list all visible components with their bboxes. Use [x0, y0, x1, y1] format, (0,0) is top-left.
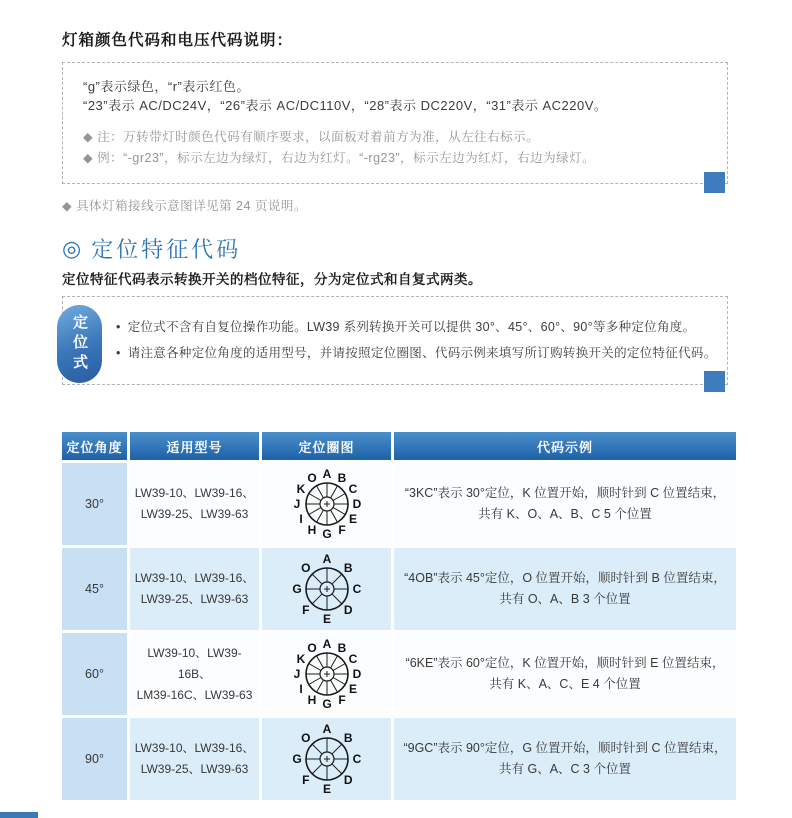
note-line: ◆ 注：万转带灯时颜色代码有顺序要求，以面板对着前方为准，从左往右标示。 — [83, 130, 540, 144]
svg-text:I: I — [298, 512, 303, 526]
svg-text:A: A — [322, 552, 331, 566]
positioning-dial-diagram — [263, 464, 390, 544]
svg-text:J: J — [293, 667, 300, 681]
svg-text:F: F — [337, 522, 346, 537]
section-title: 定位特征代码 — [91, 237, 242, 262]
svg-text:I: I — [298, 682, 303, 696]
header-example: 代码示例 — [394, 432, 736, 460]
svg-text:J: J — [293, 497, 300, 511]
svg-text:E: E — [322, 782, 331, 796]
table-row — [62, 718, 736, 800]
models-line: LW39-10、LW39-16B、 — [147, 645, 242, 681]
example-cell — [394, 548, 736, 630]
example-cell — [394, 718, 736, 800]
svg-text:K: K — [296, 482, 305, 496]
svg-text:D: D — [343, 773, 353, 788]
color-code-line: “g”表示绿色，“r”表示红色。 — [83, 79, 250, 94]
svg-text:H: H — [307, 522, 316, 537]
svg-text:C: C — [348, 652, 357, 666]
angle-cell: 60° — [62, 633, 127, 715]
table-header-row — [62, 432, 736, 460]
svg-text:B: B — [337, 641, 346, 656]
svg-text:D: D — [352, 667, 361, 681]
example-cell — [394, 633, 736, 715]
svg-text:G: G — [291, 582, 302, 596]
svg-text:D: D — [352, 497, 361, 511]
svg-text:A: A — [322, 722, 331, 736]
svg-text:O: O — [306, 471, 317, 486]
svg-text:K: K — [296, 652, 305, 666]
models-cell — [130, 548, 259, 630]
svg-text:G: G — [321, 527, 332, 541]
models-line: LW39-10、LW39-16、 — [134, 571, 255, 585]
header-angle: 定位角度 — [62, 432, 127, 460]
header-models: 适用型号 — [130, 432, 259, 460]
table-row — [62, 463, 736, 545]
example-line: “3KC”表示 30°定位，K 位置开始，顺时针到 C 位置结束， — [404, 486, 726, 500]
svg-text:A: A — [322, 467, 331, 481]
angle-cell: 45° — [62, 548, 127, 630]
models-cell — [130, 633, 259, 715]
page-footer-accent — [0, 812, 38, 818]
models-cell — [130, 718, 259, 800]
double-circle-icon: ◎ — [62, 235, 82, 261]
models-cell — [130, 463, 259, 545]
svg-text:O: O — [300, 730, 310, 745]
svg-text:C: C — [352, 752, 361, 766]
svg-text:A: A — [322, 637, 331, 651]
example-line: 共有 K、A、C、E 4 个位置 — [489, 677, 641, 691]
svg-text:D: D — [343, 603, 353, 618]
section-heading — [62, 233, 241, 264]
svg-text:B: B — [343, 730, 353, 745]
example-line: 共有 K、O、A、B、C 5 个位置 — [478, 507, 652, 521]
svg-text:E: E — [348, 682, 357, 696]
example-line: 共有 O、A、B 3 个位置 — [499, 592, 631, 606]
dial-cell — [262, 548, 391, 630]
models-line: LW39-25、LW39-63 — [140, 762, 249, 776]
models-line: LW39-25、LW39-63 — [140, 592, 249, 606]
header-dial: 定位圈图 — [262, 432, 391, 460]
list-item — [116, 340, 722, 366]
positioning-dial-diagram — [263, 719, 390, 799]
svg-text:C: C — [348, 482, 357, 496]
corner-accent-square — [704, 371, 725, 392]
bullet-text: 定位式不含有自复位操作功能。LW39 系列转换开关可以提供 30°、45°、60°、90°等多种定位角度。 — [127, 320, 696, 334]
svg-text:G: G — [321, 697, 332, 711]
bullet-icon: • — [116, 320, 121, 334]
page-title: 灯箱颜色代码和电压代码说明： — [62, 32, 294, 49]
positioning-dial-diagram — [263, 549, 390, 629]
svg-text:F: F — [337, 692, 346, 707]
table-row — [62, 548, 736, 630]
example-note-line: ◆ 例：“-gr23”，标示左边为绿灯，右边为红灯。“-rg23”，标示左边为红灯，右边为绿灯。 — [83, 151, 596, 165]
example-line: “4OB”表示 45°定位，O 位置开始，顺时针到 B 位置结束， — [404, 571, 726, 585]
svg-text:C: C — [352, 582, 361, 596]
positioning-dial-diagram — [263, 634, 390, 714]
models-line: LW39-10、LW39-16、 — [134, 486, 255, 500]
svg-text:G: G — [291, 752, 302, 766]
svg-text:B: B — [337, 471, 346, 486]
positioning-code-table — [59, 429, 739, 803]
svg-text:E: E — [322, 612, 331, 626]
example-cell — [394, 463, 736, 545]
positioning-bullet-list — [116, 314, 722, 366]
section-subtitle: 定位特征代码表示转换开关的档位特征，分为定位式和自复式两类。 — [62, 272, 482, 287]
models-line: LM39-16C、LW39-63 — [136, 687, 253, 702]
dial-cell — [262, 633, 391, 715]
svg-text:B: B — [343, 560, 353, 575]
angle-cell: 30° — [62, 463, 127, 545]
table-row — [62, 633, 736, 715]
positioning-type-label: 定位式 — [57, 305, 102, 383]
color-voltage-info-box — [62, 62, 728, 184]
svg-text:E: E — [348, 512, 357, 526]
bullet-text: 请注意各种定位角度的适用型号，并请按照定位圈图、代码示例来填写所订购转换开关的定位特征代码。 — [127, 346, 717, 360]
models-line: LW39-10、LW39-16、 — [134, 741, 255, 755]
svg-text:F: F — [301, 603, 309, 618]
corner-accent-square — [704, 172, 725, 193]
bullet-icon: • — [116, 346, 121, 360]
list-item — [116, 314, 722, 340]
dial-cell — [262, 463, 391, 545]
svg-text:F: F — [301, 773, 309, 788]
example-line: 共有 G、A、C 3 个位置 — [499, 762, 631, 776]
wiring-diagram-footnote: ◆ 具体灯箱接线示意图详见第 24 页说明。 — [62, 199, 307, 213]
example-line: “6KE”表示 60°定位，K 位置开始，顺时针到 E 位置结束， — [405, 656, 725, 670]
svg-text:O: O — [300, 560, 310, 575]
dial-cell — [262, 718, 391, 800]
svg-text:O: O — [306, 641, 317, 656]
voltage-code-line: “23”表示 AC/DC24V，“26”表示 AC/DC110V，“28”表示 DC220V，“31”表示 AC220V。 — [83, 98, 608, 113]
example-line: “9GC”表示 90°定位，G 位置开始，顺时针到 C 位置结束， — [403, 741, 727, 755]
angle-cell: 90° — [62, 718, 127, 800]
svg-text:H: H — [307, 692, 316, 707]
models-line: LW39-25、LW39-63 — [140, 507, 249, 521]
